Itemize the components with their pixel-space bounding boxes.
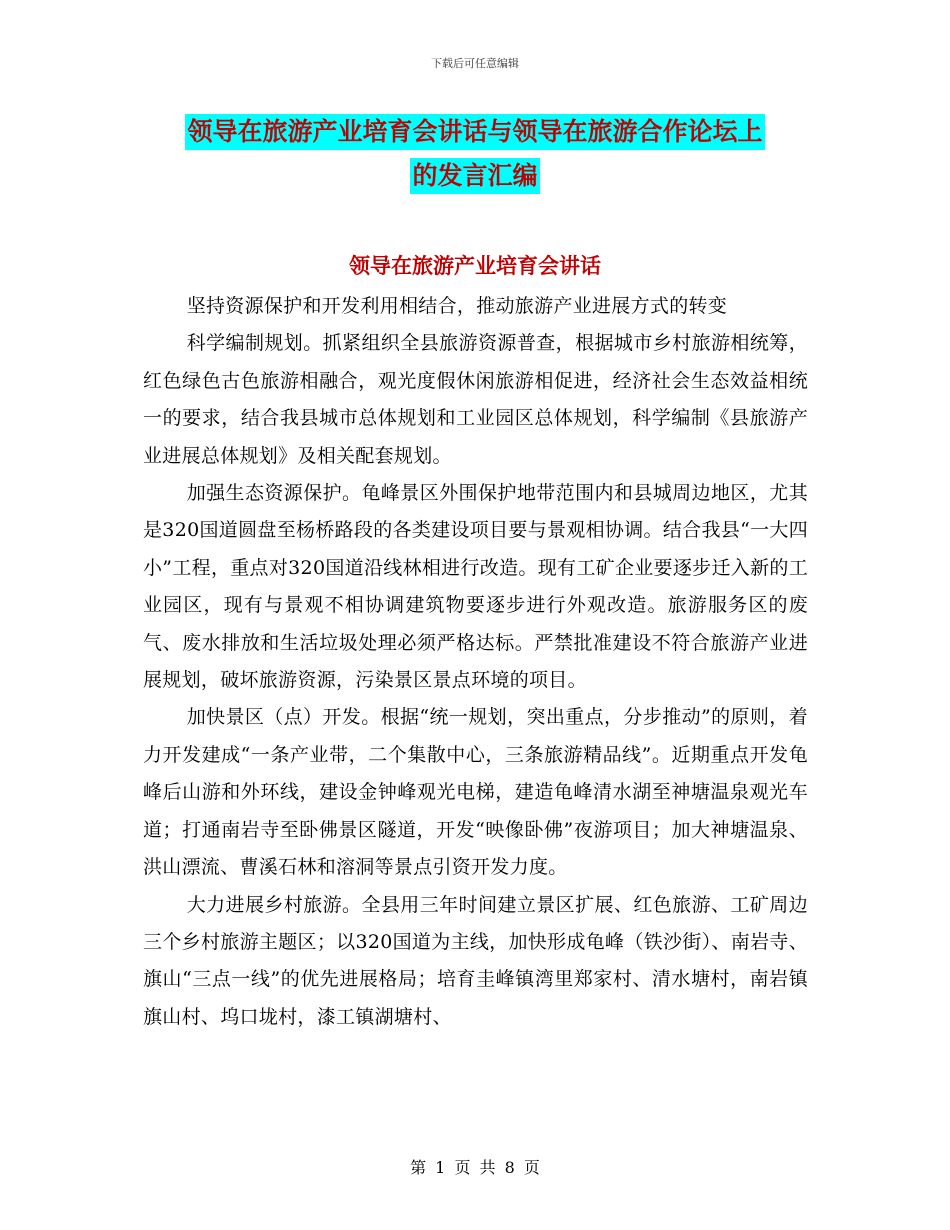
paragraph-2: 科学编制规划。抓紧组织全县旅游资源普查，根据城市乡村旅游相统筹，红色绿色古色旅游相融合，观光度假休闲旅游相促进，经济社会生态效益相统一的要求，结合我县城市总体规划和工业园区总体规划，科学编制《县旅游产业进展总体规划》及相关配套规划。 <box>143 332 808 467</box>
title-line-2: 的发言汇编 <box>410 158 539 194</box>
body-text <box>143 288 808 1036</box>
document-title <box>140 110 810 198</box>
section-heading: 领导在旅游产业培育会讲话 <box>349 254 601 278</box>
paragraph-1: 坚持资源保护和开发利用相结合，推动旅游产业进展方式的转变 <box>186 295 728 317</box>
paragraph-5: 大力进展乡村旅游。全县用三年时间建立景区扩展、红色旅游、工矿周边三个乡村旅游主题区；以320国道为主线，加快形成龟峰（铁沙街）、南岩寺、旗山“三点一线”的优先进展格局；培育圭峰镇湾里郑家村、清水塘村，南岩镇旗山村、坞口垅村，漆工镇湖塘村、 <box>143 893 808 1028</box>
header-note: 下载后可任意编辑 <box>431 57 519 70</box>
paragraph-3: 加强生态资源保护。龟峰景区外围保护地带范围内和县城周边地区，尤其是320国道圆盘至杨桥路段的各类建设项目要与景观相协调。结合我县“一大四小”工程，重点对320国道沿线林相进行改造。现有工矿企业要逐步迁入新的工业园区，现有与景观不相协调建筑物要逐步进行外观改造。旅游服务区的废气、废水排放和生活垃圾处理必须严格达标。严禁批准建设不符合旅游产业进展规划，破坏旅游资源，污染景区景点环境的项目。 <box>143 482 808 692</box>
page-footer: 第 1 页 共 8 页 <box>410 1158 540 1177</box>
title-line-1: 领导在旅游产业培育会讲话与领导在旅游合作论坛上 <box>185 114 764 150</box>
paragraph-4: 加快景区（点）开发。根据“统一规划，突出重点，分步推动”的原则，着力开发建成“一条产业带，二个集散中心，三条旅游精品线”。近期重点开发龟峰后山游和外环线，建设金钟峰观光电梯，建造龟峰清水湖至神塘温泉观光车道；打通南岩寺至卧佛景区隧道，开发“映像卧佛”夜游项目；加大神塘温泉、洪山漂流、曹溪石林和溶洞等景点引资开发力度。 <box>143 706 808 879</box>
